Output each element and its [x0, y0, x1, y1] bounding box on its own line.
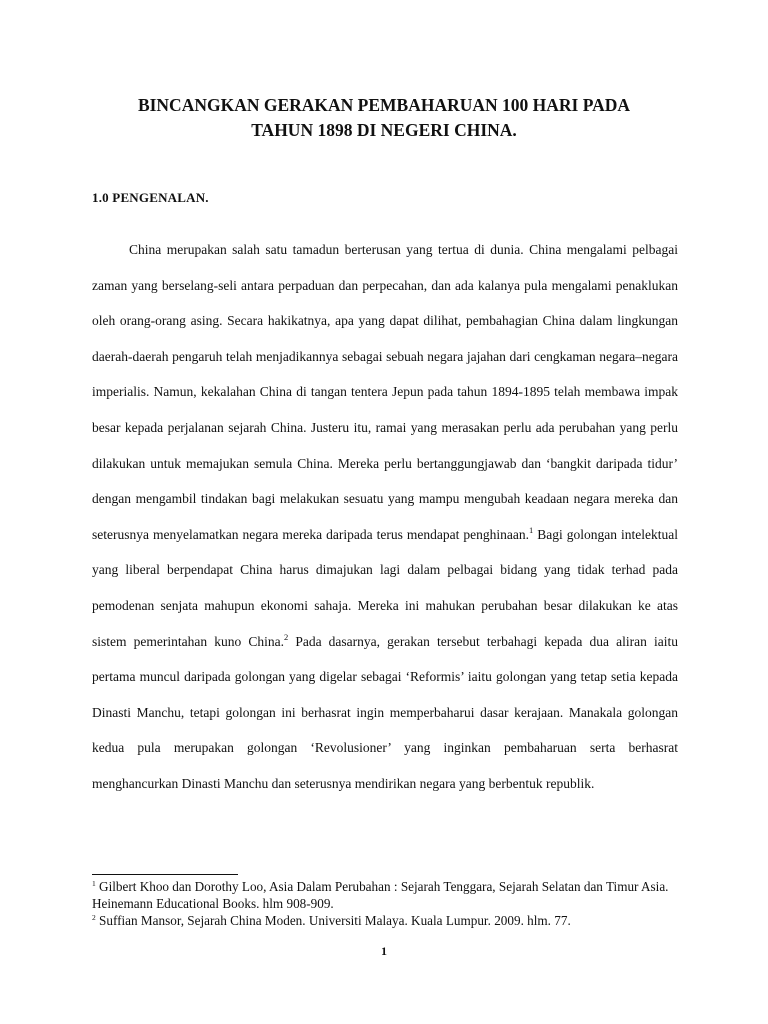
title-line-2: TAHUN 1898 DI NEGERI CHINA. [251, 120, 517, 140]
paragraph-text-part-1: China merupakan salah satu tamadun berterusan yang tertua di dunia. China mengalami pelbagai zaman yang berselang-seli antara perpaduan dan perpecahan, dan ada kalanya pula mengalami penaklukan oleh orang-orang asing. Secara hakikatnya, apa yang dapat dilihat, pembahagian China dalam lingkungan daerah-daerah pengaruh telah menjadikannya sebagai sebuah negara jajahan dari cengkaman negara–negara imperialis. Namun, kekalahan China di tangan tentera Jepun pada tahun 1894-1895 telah membawa impak besar kepada perjalanan sejarah China. Justeru itu, ramai yang merasakan perlu ada perubahan yang perlu dilakukan untuk memajukan semula China. Mereka perlu bertanggungjawab dan ‘bangkit daripada tidur’ dengan mengambil tindakan bagi melakukan sesuatu yang mampu mengubah keadaan negara mereka dan seterusnya menyelamatkan negara mereka daripada terus mendapat penghinaan. [92, 242, 678, 542]
footnote-separator [92, 874, 238, 875]
page-number: 1 [381, 944, 387, 958]
paragraph-text-part-2: Bagi golongan intelektual yang liberal berpendapat China harus dimajukan lagi dalam pelbagai bidang yang tidak terhad pada pemodenan senjata mahupun ekonomi sahaja. Mereka ini mahukan perubahan besar dilakukan ke atas sistem pemerintahan kuno China. [92, 526, 678, 649]
document-title [90, 93, 678, 143]
footnotes [92, 878, 692, 929]
footnote-marker-2: 2 [92, 913, 96, 922]
footnote-1 [92, 878, 692, 912]
footnote-text-2: Suffian Mansor, Sejarah China Moden. Universiti Malaya. Kuala Lumpur. 2009. hlm. 77. [95, 913, 571, 928]
title-line-1: BINCANGKAN GERAKAN PEMBAHARUAN 100 HARI PADA [137, 95, 631, 115]
section-heading: 1.0 PENGENALAN. [92, 190, 209, 205]
paragraph-text-part-3: Pada dasarnya, gerakan tersebut terbahagi kepada dua aliran iaitu pertama muncul daripada golongan yang digelar sebagai ‘Reformis’ iaitu golongan yang tetap setia kepada Dinasti Manchu, tetapi golongan ini berhasrat ingin memperbaharui dasar kerajaan. Manakala golongan kedua pula merupakan golongan ‘Revolusioner’ yang inginkan pembaharuan serta berhasrat menghancurkan Dinasti Manchu dan seterusnya mendirikan negara yang berbentuk republik. [92, 633, 678, 791]
footnote-text-1: Gilbert Khoo dan Dorothy Loo, Asia Dalam Perubahan : Sejarah Tenggara, Sejarah Selatan dan Timur Asia. Heinemann Educational Books. hlm 908-909. [92, 879, 669, 911]
body-paragraph [92, 232, 678, 802]
footnote-marker-1: 1 [92, 879, 96, 888]
footnote-reference-2: 2 [283, 631, 289, 642]
footnote-reference-1: 1 [528, 524, 534, 535]
footnote-2 [92, 912, 692, 929]
